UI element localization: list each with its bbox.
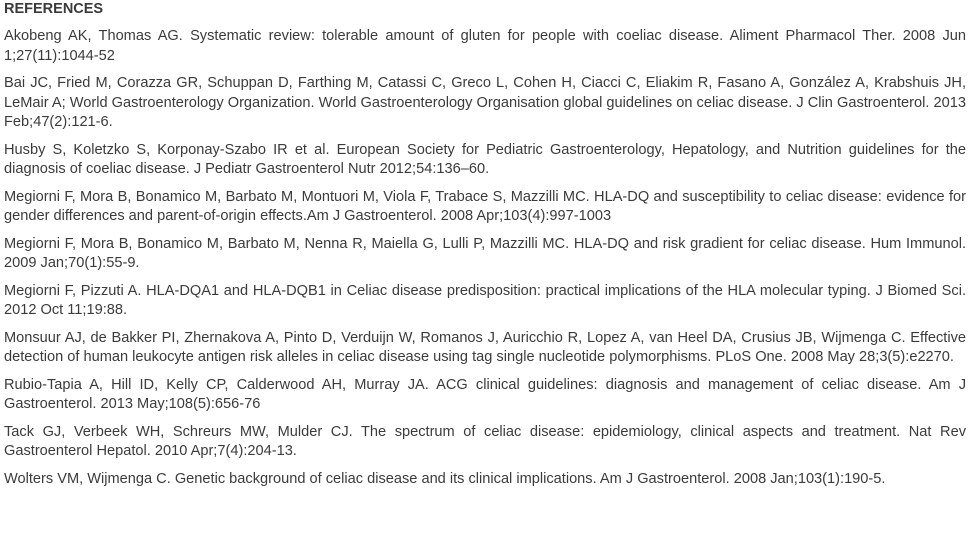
reference-item: Megiorni F, Mora B, Bonamico M, Barbato M, Nenna R, Maiella G, Lulli P, Mazzilli MC. HLA-DQ and risk gradient for celiac disease. Hum Immunol. 2009 Jan;70(1):55-9. [4,235,966,271]
reference-item: Husby S, Koletzko S, Korponay-Szabo IR et al. European Society for Pediatric Gastroenterology, Hepatology, and Nutrition guidelines for the diagnosis of coeliac disease. J Pediatr Gastroenterol Nutr 2012;54:136–60. [4,141,966,177]
reference-item: Wolters VM, Wijmenga C. Genetic background of celiac disease and its clinical implications. Am J Gastroenterol. 2008 Jan;103(1):190-5. [4,470,886,487]
reference-item: Megiorni F, Pizzuti A. HLA-DQA1 and HLA-DQB1 in Celiac disease predisposition: practical implications of the HLA molecular typing. J Biomed Sci. 2012 Oct 11;19:88. [4,282,966,318]
reference-list [4,27,966,489]
reference-item: Akobeng AK, Thomas AG. Systematic review: tolerable amount of gluten for people with coeliac disease. Aliment Pharmacol Ther. 2008 Jun 1;27(11):1044-52 [4,28,966,64]
reference-item: Megiorni F, Mora B, Bonamico M, Barbato M, Montuori M, Viola F, Trabace S, Mazzilli MC. HLA-DQ and susceptibility to celiac disease: evidence for gender differences and parent-of-origin effects.Am J Gastroenterol. 2008 Apr;103(4):997-1003 [4,188,966,224]
reference-item: Bai JC, Fried M, Corazza GR, Schuppan D, Farthing M, Catassi C, Greco L, Cohen H, Ciacci C, Eliakim R, Fasano A, González A, Krabshuis JH, LeMair A; World Gastroenterology Organization. World Gastroenterology Organisation global guidelines on celiac disease. J Clin Gastroenterol. 2013 Feb;47(2):121-6. [4,75,966,130]
reference-item: Monsuur AJ, de Bakker PI, Zhernakova A, Pinto D, Verduijn W, Romanos J, Auricchio R, Lopez A, van Heel DA, Crusius JB, Wijmenga C. Effective detection of human leukocyte antigen risk alleles in celiac disease using tag single nucleotide polymorphisms. PLoS One. 2008 May 28;3(5):e2270. [4,329,966,365]
reference-item: Rubio-Tapia A, Hill ID, Kelly CP, Calderwood AH, Murray JA. ACG clinical guidelines: diagnosis and management of celiac disease. Am J Gastroenterol. 2013 May;108(5):656-76 [4,376,966,412]
reference-item: Tack GJ, Verbeek WH, Schreurs MW, Mulder CJ. The spectrum of celiac disease: epidemiology, clinical aspects and treatment. Nat Rev Gastroenterol Hepatol. 2010 Apr;7(4):204-13. [4,423,966,459]
references-heading: REFERENCES [4,1,104,17]
